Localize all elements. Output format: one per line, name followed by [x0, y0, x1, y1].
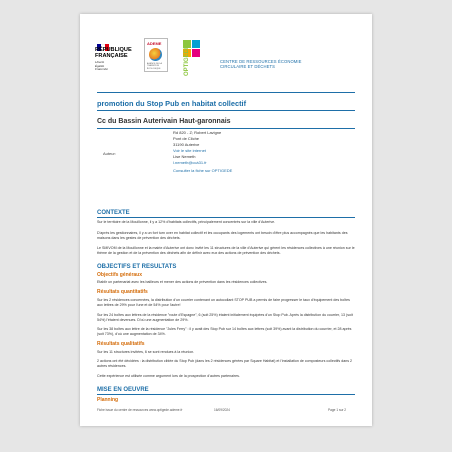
- contexte-p2: D'après les gestionnaires, il y a un fort turn over en habitat collectif et les occupants des logements ont besoin d'être plus accompagnés que les habitants des maisons dans les gestes de prévention des déchets.: [97, 231, 348, 240]
- ademe-label: ADEME: [147, 41, 162, 46]
- contact-street: Pont de Cliche: [173, 136, 200, 141]
- motto-liberte: Liberté: [95, 60, 105, 64]
- quantitatif-p2: Sur les 24 boîtes aux lettres de la résidence "route d'Espagne", 6 (soit 25%) étaient initialement équipées d'un Stop Pub. Après la distribution du courrier, 13 (soit 54%) l'étaient devenues. D'où une augmentation de 29%.: [97, 313, 353, 322]
- contact-person: Lise Nemeth: [173, 154, 196, 159]
- contexte-heading: CONTEXTE: [97, 210, 130, 216]
- quantitatif-p1: Sur les 2 résidences concernées, la distribution d'un courrier contenant un autocollant STOP PUB a permis de faire progresser le taux d'équipement des boîtes aux lettres de 29% pour l'une et de 54% pour l'autre!: [97, 298, 350, 307]
- objectifs-generaux-heading: Objectifs généraux: [97, 272, 143, 278]
- optigede-logo: [175, 38, 215, 78]
- rf-line-2: FRANÇAISE: [95, 53, 128, 59]
- contexte-p1: Sur le territoire de la Mouillonne, il y a 12% d'habitats collectifs, principalement concentrés sur la ville d'Auterive.: [97, 220, 276, 224]
- mise-en-oeuvre-heading: MISE EN OEUVRE: [97, 387, 149, 393]
- rf-line-1: RÉPUBLIQUE: [95, 47, 132, 53]
- quantitatif-p3: Sur les 38 boîtes aux lettre de la résidence "Jules Ferry" : il y avait des Stop Pub sur 14 boîtes aux lettres (soit 39%) avant la distribution du courrier, et 28 après (soit 73%), d'où une augmentation de 34%.: [97, 327, 352, 336]
- contact-city: 31190 Auterive: [173, 142, 200, 147]
- motto-egalite: Égalité: [95, 63, 105, 68]
- rf-motto: [95, 61, 108, 72]
- contact-address: Rd 820 - Z; Robert Lavigne: [173, 130, 222, 135]
- motto-fraternite: Fraternité: [95, 67, 108, 72]
- qualitatif-p2: 2 actions ont été décidées : la distribution ciblée du Stop Pub (dans les 2 résidences gérées par Square Habitat) et l'installation de composteurs collectifs dans 2 autres résidences.: [97, 359, 352, 368]
- title-divider: [97, 110, 355, 111]
- contact-block: [173, 130, 232, 174]
- org-divider: [97, 128, 355, 129]
- page-title: promotion du Stop Pub en habitat collectif: [97, 99, 247, 108]
- ademe-logo: [144, 38, 168, 72]
- ademe-subtitle: AGENCE DE LA TRANSITION ÉCOLOGIQUE: [147, 63, 162, 70]
- organization-name: Cc du Bassin Auterivain Haut-garonnais: [97, 118, 231, 125]
- centre-ressources-label: [220, 59, 302, 70]
- contact-email[interactable]: l.nemeth@ccà31.fr: [173, 160, 207, 165]
- footer-page: Page 1 sur 2: [328, 408, 347, 412]
- contexte-divider: [97, 217, 355, 218]
- document-page: [80, 14, 372, 426]
- optigede-text: OPTIGEDE: [184, 44, 190, 76]
- qualitatif-p1: Sur les 11 structures invitées, 6 se sont rendues à la réunion.: [97, 350, 195, 354]
- contexte-p3: Le SMIVOM de la Mouillonne et la mairie d'Auterive ont donc invité les 11 structures de la ville d'Auterive qui gèrent les résidences collectives à une réunion sur le thème de la gestion et de la prévention des déchets afin de définir avec eux des actions de prévention des déchets.: [97, 246, 355, 255]
- french-flag-icon: [97, 38, 109, 45]
- objectifs-heading: OBJECTIFS ET RESULTATS: [97, 264, 177, 270]
- republique-francaise-logo: [95, 47, 132, 59]
- resultats-quantitatifs-heading: Résultats quantitatifs: [97, 289, 148, 295]
- optigede-link[interactable]: Consulter la fiche sur OPTIGEDE: [173, 168, 233, 173]
- mise-divider: [97, 394, 355, 395]
- objectifs-generaux-text: Etablir un partenariat avec les bailleurs et mener des actions de prévention dans les résidences collectives.: [97, 280, 268, 284]
- centre-line-1: CENTRE DE RESSOURCES ÉCONOMIE: [220, 59, 302, 64]
- website-link[interactable]: Voir le site internet: [173, 148, 206, 153]
- qualitatif-p3: Cette expérience est utilisée comme argument lors de la prospection d'autres partenaires.: [97, 374, 240, 378]
- author-label: Auteur:: [103, 151, 116, 156]
- centre-line-2: CIRCULAIRE ET DÉCHETS: [220, 64, 276, 70]
- footer-source: Fiche issue du centre de ressources www.optigede.ademe.fr: [97, 408, 183, 412]
- globe-icon: [149, 48, 162, 61]
- header-divider: [97, 92, 355, 93]
- planning-heading: Planning: [97, 397, 119, 403]
- resultats-qualitatifs-heading: Résultats qualitatifs: [97, 341, 145, 347]
- footer-date: 16/09/2024: [214, 408, 230, 412]
